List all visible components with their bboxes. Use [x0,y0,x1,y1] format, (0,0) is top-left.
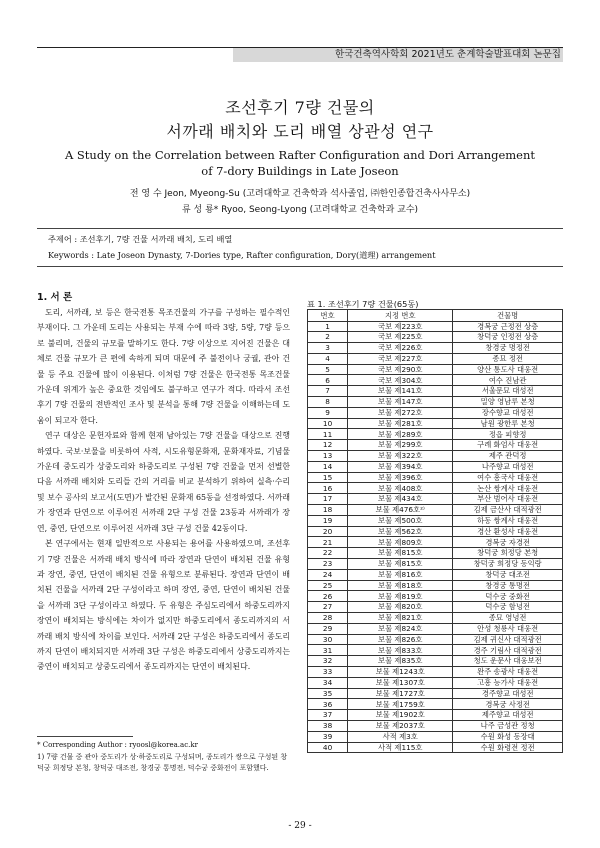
table-row [308,656,563,667]
table-row [308,591,563,602]
korean-title-line1: 조선후기 7량 건물의 [225,98,375,117]
number-cell: 10 [308,418,348,429]
paragraph-3: 본 연구에서는 현재 일반적으로 사용되는 용어를 사용하였으며, 조선후기 7량 건물은 서까래 배치 방식에 따라 장연과 단연이 배치된 건물 유형과 장연, 중연, 단연이 배치된 건물 유형으로 분류된다. 장연과 단연이 배치된 건물을 서까래 2단 구성이라고 하며 장연, 중연, 단연이 배치된 건물을 서까래 3단 구성이라고 하였다. 두 유형은 주심도리에서 하중도리까지 장연이 배치되는 방식에는 차이가 없지만 하중도리에서 종도리까지의 서까래 배치 방식에 차이를 보인다. 서까래 2단 구성은 하중도리에서 종도리까지 단연이 배치되지만 서까래 3단 구성은 하중도리에서 상중도리까지는 중연이 배치되고 상중도리에서 종도리까지는 단연이 배치된다. [37,539,290,672]
building-cell: 청도 운문사 대웅보전 [453,656,563,667]
header-designation: 지정 번호 [348,310,453,322]
number-cell: 24 [308,569,348,580]
table-row [308,440,563,451]
building-cell: 제주 관덕정 [453,451,563,462]
designation-cell: 보물 제833호 [348,645,453,656]
building-cell: 여수 흥국사 대웅전 [453,472,563,483]
building-cell: 경주 기림사 대적광전 [453,645,563,656]
keywords-korean: 주제어 : 조선후기, 7량 건물 서까래 배치, 도리 배열 [48,234,233,244]
designation-cell: 보물 제816호 [348,569,453,580]
footnote-corresponding: * Corresponding Author : ryoosl@korea.ac.kr [37,741,198,749]
body-text [37,305,290,675]
number-cell: 27 [308,602,348,613]
number-cell: 31 [308,645,348,656]
number-cell: 3 [308,343,348,354]
number-cell: 16 [308,483,348,494]
footnote-1: 1) 7량 건물 중 관아 중도리가 상·하중도리로 구성되며, 종도리가 쌍으로 구성된 창덕궁 희정당 본청, 창덕궁 대조전, 창경궁 통명전, 덕수궁 중화전이 포함했다. [37,752,288,772]
designation-cell: 국보 제225호 [348,332,453,343]
table-row [308,321,563,332]
building-cell: 김제 귀신사 대적광전 [453,634,563,645]
designation-cell: 보물 제322호 [348,451,453,462]
table-row [308,515,563,526]
table-caption: 표 1. 조선후기 7량 건물(65동) [307,299,419,309]
table-row [308,386,563,397]
designation-cell: 보물 제1902호 [348,710,453,721]
designation-cell: 보물 제821호 [348,613,453,624]
keywords-bottom-rule [37,266,563,267]
building-cell: 고흥 능가사 대웅전 [453,677,563,688]
number-cell: 30 [308,634,348,645]
designation-cell: 보물 제1243호 [348,667,453,678]
number-cell: 26 [308,591,348,602]
building-cell: 양산 통도사 대웅전 [453,364,563,375]
building-cell: 창경궁 통명전 [453,580,563,591]
designation-cell: 보물 제826호 [348,634,453,645]
number-cell: 9 [308,407,348,418]
buildings-table [307,309,563,753]
table-row [308,580,563,591]
building-cell: 부산 범어사 대웅전 [453,494,563,505]
author-2: 류 성 룡* Ryoo, Seong-Lyong (고려대학교 건축학과 교수) [181,205,419,215]
table-row [308,343,563,354]
building-cell: 논산 쌍계사 대웅전 [453,483,563,494]
table-header-row [308,310,563,322]
number-cell: 29 [308,623,348,634]
table-row [308,505,563,516]
number-cell: 17 [308,494,348,505]
building-cell: 김제 금산사 대적광전 [453,505,563,516]
section-heading: 1. 서 론 [37,292,73,303]
designation-cell: 보물 제476호²⁾ [348,505,453,516]
keywords-english: Keywords : Late Joseon Dynasty, 7-Dories type, Rafter configuration, Dory(道理) arrangement [48,250,436,260]
table-row [308,742,563,753]
table-row [308,559,563,570]
number-cell: 33 [308,667,348,678]
table-row [308,645,563,656]
designation-cell: 보물 제272호 [348,407,453,418]
building-cell: 정읍 피향정 [453,429,563,440]
designation-cell: 보물 제2037호 [348,720,453,731]
building-cell: 구례 화엄사 대웅전 [453,440,563,451]
number-cell: 35 [308,688,348,699]
designation-cell: 국보 제290호 [348,364,453,375]
korean-title-line2: 서까래 배치와 도리 배열 상관성 연구 [166,122,434,141]
table-row [308,602,563,613]
header-building: 건물명 [453,310,563,322]
designation-cell: 보물 제500호 [348,515,453,526]
building-cell: 경산 환성사 대웅전 [453,526,563,537]
designation-cell: 국보 제223호 [348,321,453,332]
table-row [308,720,563,731]
number-cell: 39 [308,731,348,742]
number-cell: 38 [308,720,348,731]
building-cell: 창덕궁 인정전 상층 [453,332,563,343]
designation-cell: 보물 제1759호 [348,699,453,710]
number-cell: 11 [308,429,348,440]
table-row [308,364,563,375]
building-cell: 경주향교 대성전 [453,688,563,699]
designation-cell: 보물 제835호 [348,656,453,667]
designation-cell: 사적 제3호 [348,731,453,742]
table-row [308,451,563,462]
building-cell: 나주향교 대성전 [453,461,563,472]
building-cell: 종묘 정전 [453,353,563,364]
building-cell: 덕수궁 함녕전 [453,602,563,613]
designation-cell: 보물 제394호 [348,461,453,472]
table-row [308,699,563,710]
designation-cell: 보물 제815호 [348,559,453,570]
table-row [308,483,563,494]
table-row [308,418,563,429]
table-row [308,634,563,645]
header-number: 번호 [308,310,348,322]
number-cell: 14 [308,461,348,472]
designation-cell: 보물 제396호 [348,472,453,483]
page-number: - 29 - [288,821,312,831]
building-cell: 창덕궁 대조전 [453,569,563,580]
building-cell: 밀양 영남루 본청 [453,397,563,408]
table-row [308,429,563,440]
building-cell: 덕수궁 중화전 [453,591,563,602]
number-cell: 25 [308,580,348,591]
table-row [308,731,563,742]
table-row [308,688,563,699]
number-cell: 19 [308,515,348,526]
number-cell: 18 [308,505,348,516]
number-cell: 1 [308,321,348,332]
english-title-line2: of 7-dory Buildings in Late Joseon [201,164,399,178]
table-row [308,710,563,721]
building-cell: 여수 진남관 [453,375,563,386]
designation-cell: 보물 제820호 [348,602,453,613]
building-cell: 창경궁 명정전 [453,343,563,354]
building-cell: 경복궁 사정전 [453,699,563,710]
designation-cell: 보물 제562호 [348,526,453,537]
number-cell: 15 [308,472,348,483]
number-cell: 4 [308,353,348,364]
building-cell: 창덕궁 희정당 동익랑 [453,559,563,570]
author-1: 전 영 수 Jeon, Myeong-Su (고려대학교 건축학과 석사졸업, ㈜한인종합건축사사무소) [129,189,471,199]
designation-cell: 보물 제289호 [348,429,453,440]
journal-name: 한국건축역사학회 2021년도 춘계학술발표대회 논문집 [233,48,563,62]
building-cell: 하동 쌍계사 대웅전 [453,515,563,526]
number-cell: 36 [308,699,348,710]
number-cell: 22 [308,548,348,559]
table-row [308,332,563,343]
paragraph-2: 연구 대상은 문헌자료와 함께 현재 남아있는 7량 건물을 대상으로 진행하였다. 국보·보물을 비롯하여 사적, 시도유형문화재, 문화재자료, 기념물 가운데 중도리가 상중도리와 하중도리로 구성된 7량 건물을 먼저 선별한 다음 서까래 배치와 도리들 간의 거리를 비교 분석하기 위하여 실측·수리 및 보수 공사의 보고서(도면)가 발간된 문화재 65동을 선정하였다. 서까래가 장연과 단연으로 이루어진 서까래 2단 구성 건물 23동과 서까래가 장연, 중연, 단연으로 이루어진 서까래 3단 구성 건물 42동이다. [37,431,290,533]
table-row [308,407,563,418]
number-cell: 12 [308,440,348,451]
number-cell: 28 [308,613,348,624]
designation-cell: 보물 제1727호 [348,688,453,699]
designation-cell: 보물 제281호 [348,418,453,429]
table-row [308,613,563,624]
designation-cell: 사적 제115호 [348,742,453,753]
designation-cell: 보물 제299호 [348,440,453,451]
number-cell: 37 [308,710,348,721]
building-cell: 서울문묘 대성전 [453,386,563,397]
designation-cell: 국보 제226호 [348,343,453,354]
building-cell: 완주 송광사 대웅전 [453,667,563,678]
building-cell: 경복궁 자경전 [453,537,563,548]
number-cell: 32 [308,656,348,667]
number-cell: 34 [308,677,348,688]
table-row [308,569,563,580]
building-cell: 남원 광한루 본청 [453,418,563,429]
designation-cell: 국보 제227호 [348,353,453,364]
paragraph-1: 도리, 서까래, 보 등은 한국전통 목조건물의 가구를 구성하는 필수적인 부재이다. 그 가운데 도리는 사용되는 부재 수에 따라 3량, 5량, 7량 등으로 불리며, 건물의 규모를 말하기도 한다. 7량 이상으로 지어진 건물은 대체로 건물 규모가 큰 편에 속하게 되며 대문에 주 불전이나 궁궐, 관아 건물 등 주요 건물에 많이 이용된다. 이처럼 7량 건물은 한국전통 목조건물 가운데 위계가 높은 중요한 것임에도 불구하고 연구가 적다. 따라서 조선후기 7량 건물의 전반적인 조사 및 분석을 통해 7량 건물을 이해하는데 도움이 되고자 한다. [37,308,290,425]
table-body [308,321,563,753]
building-cell: 수원 화성 동장대 [453,731,563,742]
number-cell: 23 [308,559,348,570]
building-cell: 안성 청룡사 대웅전 [453,623,563,634]
designation-cell: 보물 제809호 [348,537,453,548]
designation-cell: 보물 제1307호 [348,677,453,688]
page-header [0,0,600,60]
designation-cell: 보물 제815호 [348,548,453,559]
table-row [308,526,563,537]
building-cell: 종묘 영녕전 [453,613,563,624]
table-row [308,353,563,364]
number-cell: 20 [308,526,348,537]
designation-cell: 보물 제818호 [348,580,453,591]
designation-cell: 보물 제408호 [348,483,453,494]
table-row [308,667,563,678]
building-cell: 장수향교 대성전 [453,407,563,418]
building-cell: 경복궁 근정전 상층 [453,321,563,332]
number-cell: 8 [308,397,348,408]
table-row [308,548,563,559]
table-row [308,375,563,386]
table-row [308,623,563,634]
table-row [308,537,563,548]
building-cell: 나주 금성관 정청 [453,720,563,731]
footnote-rule [37,736,133,737]
english-title-line1: A Study on the Correlation between Rafter Configuration and Dori Arrangement [64,148,536,162]
number-cell: 2 [308,332,348,343]
table-row [308,461,563,472]
table-row [308,494,563,505]
number-cell: 5 [308,364,348,375]
number-cell: 7 [308,386,348,397]
designation-cell: 보물 제141호 [348,386,453,397]
designation-cell: 국보 제304호 [348,375,453,386]
number-cell: 21 [308,537,348,548]
number-cell: 6 [308,375,348,386]
footnotes [37,740,290,775]
building-cell: 제주향교 대성전 [453,710,563,721]
table-row [308,472,563,483]
designation-cell: 보물 제434호 [348,494,453,505]
designation-cell: 보물 제819호 [348,591,453,602]
building-cell: 창덕궁 희정당 본청 [453,548,563,559]
table-row [308,397,563,408]
designation-cell: 보물 제824호 [348,623,453,634]
number-cell: 13 [308,451,348,462]
building-cell: 수원 화령전 정전 [453,742,563,753]
number-cell: 40 [308,742,348,753]
designation-cell: 보물 제147호 [348,397,453,408]
keywords-top-rule [37,228,563,229]
table-row [308,677,563,688]
